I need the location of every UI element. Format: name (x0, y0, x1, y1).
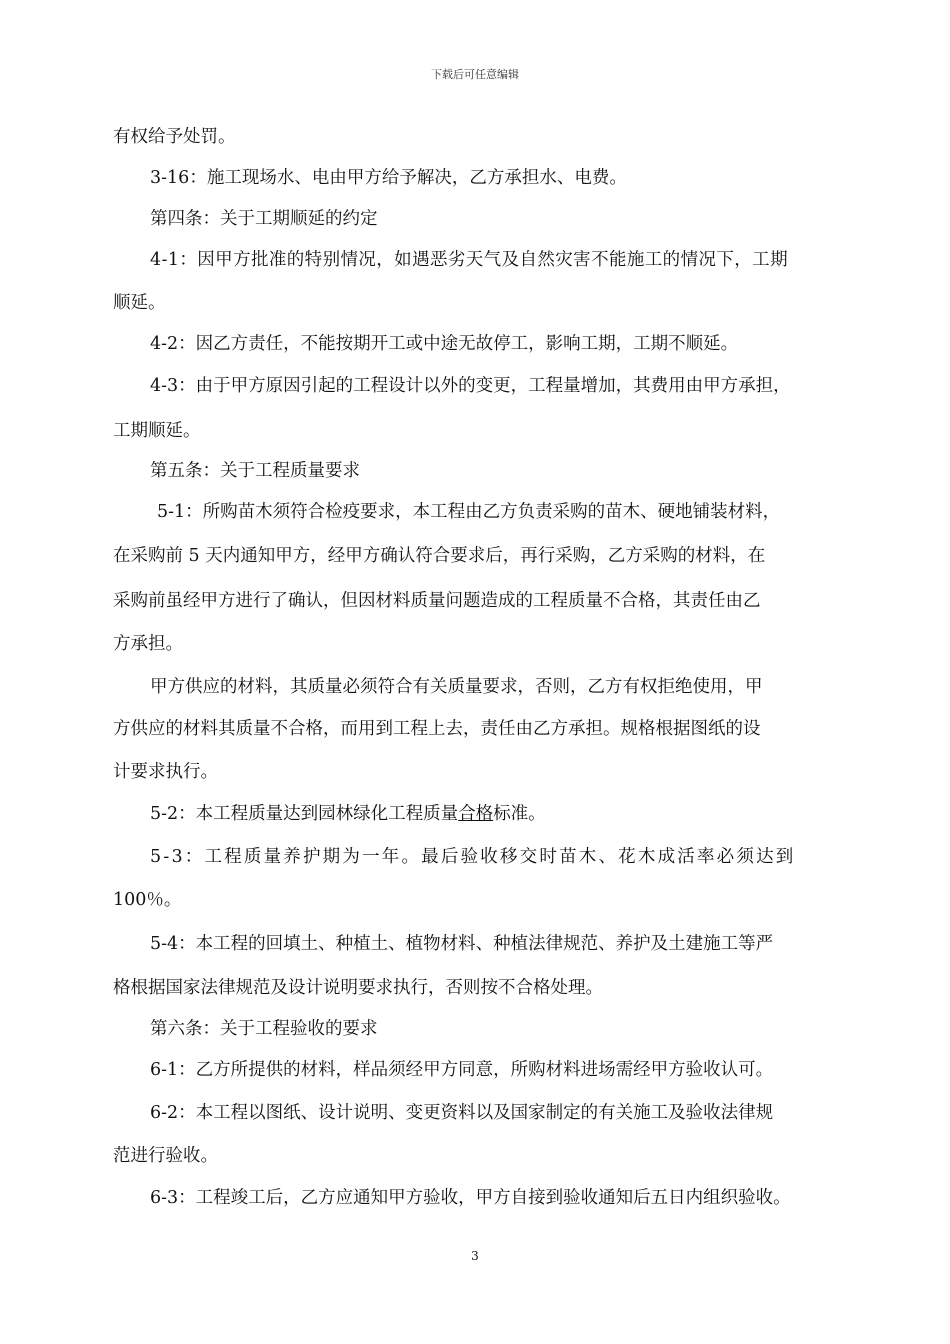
section-heading: 第五条：关于工程质量要求 (150, 461, 360, 481)
text-line: 5-1：所购苗木须符合检疫要求，本工程由乙方负责采购的苗木、硬地铺装材料， (157, 502, 781, 522)
text-line: 工期顺延。 (113, 421, 201, 441)
text-segment: 5-2：本工程质量达到园林绿化工程质量 (150, 804, 459, 824)
text-line: 4-2：因乙方责任，不能按期开工或中途无故停工，影响工期，工期不顺延。 (150, 334, 739, 354)
text-segment: 标准。 (493, 804, 546, 824)
text-line: 5-4：本工程的回填土、种植土、植物材料、种植法律规范、养护及土建施工等严 (150, 934, 774, 954)
text-line: 有权给予处罚。 (113, 127, 236, 147)
text-line: 范进行验收。 (113, 1146, 218, 1166)
text-line: 4-3：由于甲方原因引起的工程设计以外的变更，工程量增加，其费用由甲方承担， (150, 376, 791, 396)
text-line: 采购前虽经甲方进行了确认，但因材料质量问题造成的工程质量不合格，其责任由乙 (113, 591, 761, 611)
section-heading: 第四条：关于工期顺延的约定 (150, 209, 378, 229)
text-line: 6-1：乙方所提供的材料，样品须经甲方同意，所购材料进场需经甲方验收认可。 (150, 1060, 774, 1080)
text-line: 6-3：工程竣工后，乙方应通知甲方验收，甲方自接到验收通知后五日内组织验收。 (150, 1188, 791, 1208)
text-line: 方承担。 (113, 634, 183, 654)
page-header: 下载后可任意编辑 (431, 68, 519, 81)
text-line: 100％。 (113, 890, 182, 910)
text-line: 方供应的材料其质量不合格，而用到工程上去，责任由乙方承担。规格根据图纸的设 (113, 719, 761, 739)
text-line-5-2 (150, 802, 546, 826)
text-line: 6-2：本工程以图纸、设计说明、变更资料以及国家制定的有关施工及验收法律规 (150, 1103, 774, 1123)
text-line: 3-16：施工现场水、电由甲方给予解决，乙方承担水、电费。 (150, 168, 627, 188)
section-heading: 第六条：关于工程验收的要求 (150, 1019, 378, 1039)
text-line: 在采购前 5 天内通知甲方，经甲方确认符合要求后，再行采购，乙方采购的材料，在 (113, 546, 766, 566)
text-line: 5-3：工程质量养护期为一年。最后验收移交时苗木、花木成活率必须达到 (150, 847, 796, 867)
text-line: 顺延。 (113, 293, 166, 313)
underlined-text: 合格 (458, 804, 494, 824)
text-line: 4-1：因甲方批准的特别情况，如遇恶劣天气及自然灾害不能施工的情况下，工期 (150, 250, 788, 270)
page-number: 3 (471, 1249, 479, 1263)
text-line: 计要求执行。 (113, 762, 218, 782)
text-line: 格根据国家法律规范及设计说明要求执行，否则按不合格处理。 (113, 978, 603, 998)
text-line: 甲方供应的材料，其质量必须符合有关质量要求，否则，乙方有权拒绝使用，甲 (150, 677, 763, 697)
